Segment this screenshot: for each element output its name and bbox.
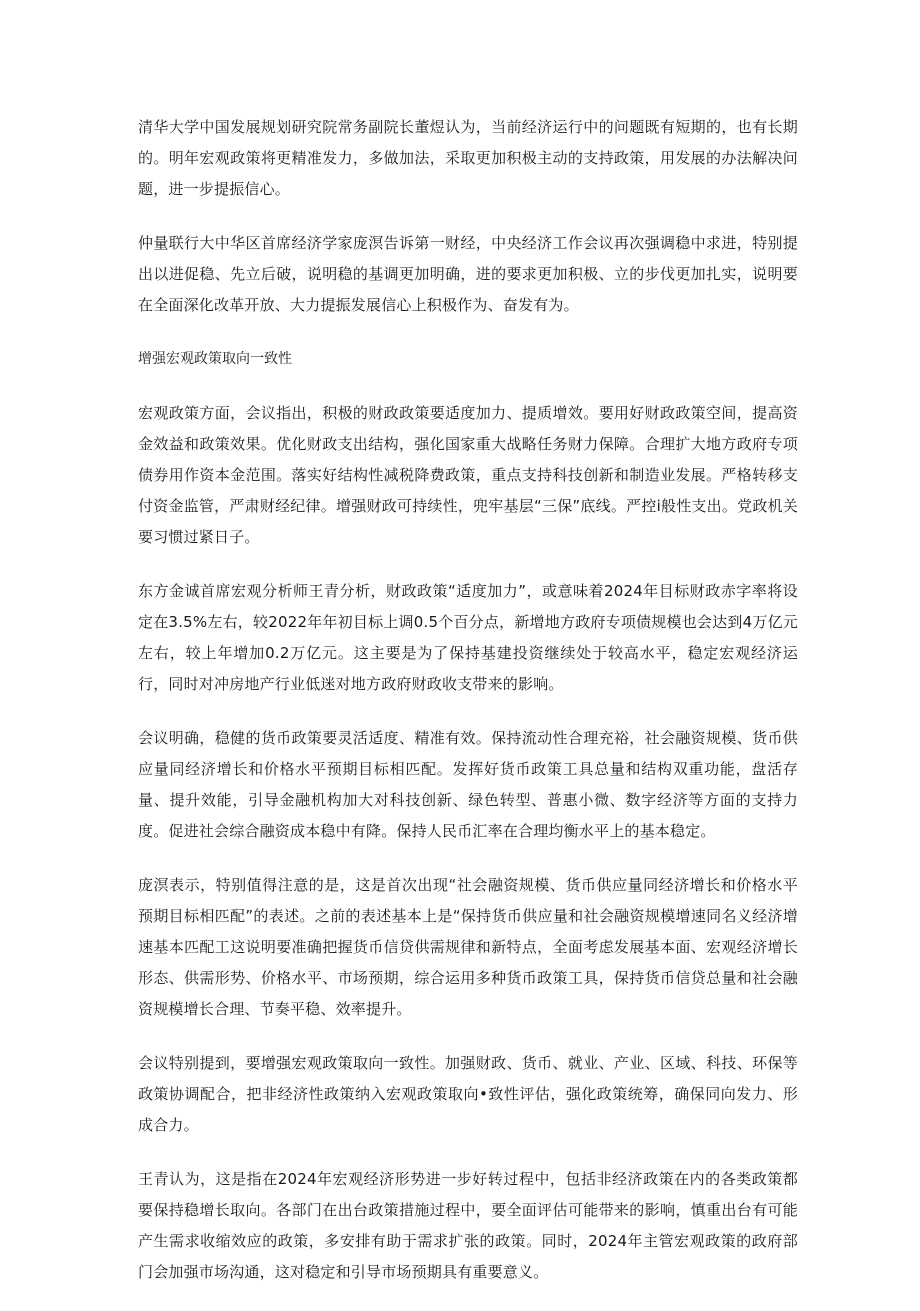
paragraph-dong-yu: 清华大学中国发展规划研究院常务副院长董煜认为，当前经济运行中的问题既有短期的，也有长期的。明年宏观政策将更精准发力，多做加法，采取更加积极主动的支持政策，用发展的办法解决问题，进一步提振信心。: [138, 118, 798, 198]
paragraph-pang-ming-monetary: 庞溟表示，特别值得注意的是，这是首次出现“社会融资规模、货币供应量同经济增长和价格水平预期目标相匹配”的表述。之前的表述基本上是“保持货币供应量和社会融资规模增速同名义经济增速基本匹配工这说明要准确把握货币信贷供需规律和新特点，全面考虑发展基本面、宏观经济增长形态、供需形势、价格水平、市场预期，综合运用多种货币政策工具，保持货币信贷总量和社会融资规模增长合理、节奏平稳、效率提升。: [138, 876, 798, 1018]
section-heading: 增强宏观政策取向一致性: [138, 351, 292, 367]
document-body: [138, 112, 798, 1311]
paragraph-fiscal-policy: 宏观政策方面，会议指出，积极的财政政策要适度加力、提质增效。要用好财政政策空间，提高资金效益和政策效果。优化财政支出结构，强化国家重大战略任务财力保障。合理扩大地方政府专项债券用作资本金范围。落实好结构性减税降费政策，重点支持科技创新和制造业发展。严格转移支付资金监管，严肃财经纪律。增强财政可持续性，兜牢基层“三保”底线。严控i般性支出。党政机关要习惯过紧日子。: [138, 404, 798, 546]
paragraph-policy-consistency: 会议特别提到，要增强宏观政策取向一致性。加强财政、货币、就业、产业、区域、科技、环保等政策协调配合，把非经济性政策纳入宏观政策取向•致性评估，强化政策统筹，确保同向发力、形成合力。: [138, 1054, 798, 1134]
paragraph-wang-qing-fiscal: 东方金诚首席宏观分析师王青分析，财政政策“适度加力”，或意味着2024年目标财政赤字率将设定在3.5%左右，较2022年年初目标上调0.5个百分点，新增地方政府专项债规模也会达到4万亿元左右，较上年增加0.2万亿元。这主要是为了保持基建投资继续处于较高水平，稳定宏观经济运行，同时对冲房地产行业低迷对地方政府财政收支带来的影响。: [138, 582, 798, 693]
paragraph-wang-qing-outlook: 王青认为，这是指在2024年宏观经济形势进一步好转过程中，包括非经济政策在内的各类政策都要保持稳增长取向。各部门在出台政策措施过程中，要全面评估可能带来的影响，慎重出台有可能产生需求收缩效应的政策，多安排有助于需求扩张的政策。同时，2024年主管宏观政策的政府部门会加强市场沟通，这对稳定和引导市场预期具有重要意义。: [138, 1170, 798, 1281]
paragraph-monetary-policy: 会议明确，稳健的货币政策要灵活适度、精准有效。保持流动性合理充裕，社会融资规模、货币供应量同经济增长和价格水平预期目标相匹配。发挥好货币政策工具总量和结构双重功能，盘活存量、提升效能，引导金融机构加大对科技创新、绿色转型、普惠小微、数字经济等方面的支持力度。促进社会综合融资成本稳中有降。保持人民币汇率在合理均衡水平上的基本稳定。: [138, 729, 798, 840]
paragraph-pang-ming: 仲量联行大中华区首席经济学家庞溟告诉第一财经，中央经济工作会议再次强调稳中求进，特别提出以进促稳、先立后破，说明稳的基调更加明确，进的要求更加积极、立的步伐更加扎实，说明要在全面深化改革开放、大力提振发展信心上积极作为、奋发有为。: [138, 234, 798, 314]
